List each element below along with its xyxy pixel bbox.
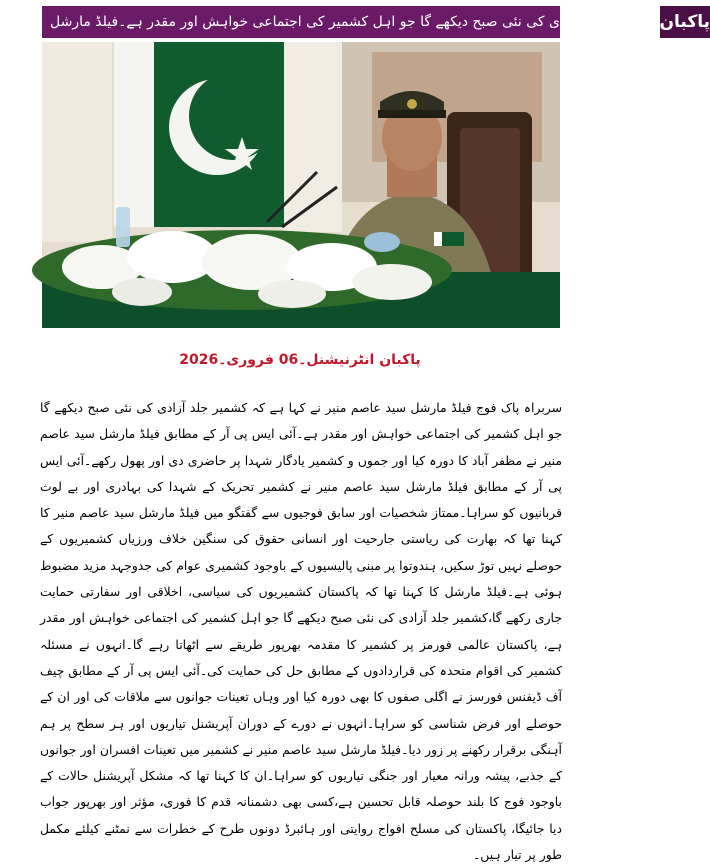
brand-logo: پاکبان	[658, 6, 710, 38]
flower-arrangement	[32, 230, 452, 310]
photo-illustration	[42, 42, 560, 328]
news-photo	[42, 42, 560, 328]
article-body	[40, 395, 562, 868]
dateline: پاکبان انٹرنیشنل۔06 فروری۔2026	[179, 352, 421, 368]
flag-icon	[114, 42, 284, 227]
headline: کشمیر جلد آزادی کی نئی صبح دیکھے گا جو اہل کشمیر کی اجتماعی خواہش اور مقدر ہے۔فیلڈ مارشل	[50, 14, 650, 30]
header-banner	[42, 6, 710, 38]
article-paragraph: سربراہ پاک فوج فیلڈ مارشل سید عاصم منیر نے کہا ہے کہ کشمیر جلد آزادی کی نئی صبح دیکھے گا جو اہل کشمیر کی اجتماعی خواہش اور مقدر ہے۔آئی ایس پی آر کے مطابق فیلڈ مارشل سید عاصم منیر نے مظفر آباد کا دورہ کیا اور جموں و کشمیر یادگار شہدا پر حاضری دی اور پھول رکھے۔آئی ایس پی آر کے مطابق فیلڈ مارشل سید عاصم منیر نے کشمیر تحریک کے شہدا کی بہادری اور بے لوث قربانیوں کو سراہا۔ممتاز شخصیات اور سابق فوجیوں سے گفتگو میں فیلڈ مارشل سید عاصم منیر کا کہنا تھا کہ بھارت کی ریاستی جارحیت اور انسانی حقوق کی سنگین خلاف ورزیاں کشمیریوں کے حوصلے نہیں توڑ سکیں، ہندوتوا پر مبنی پالیسیوں کے باوجود کشمیری عوام کی جدوجہد مزید مضبوط ہوئی ہے۔فیلڈ مارشل کا کہنا تھا کہ پاکستان کشمیریوں کی سیاسی، اخلاقی اور سفارتی حمایت جاری رکھے گا،کشمیر جلد آزادی کی نئی صبح دیکھے گا جو اہل کشمیر کی اجتماعی خواہش اور مقدر ہے، پاکستان عالمی فورمز پر کشمیر کا مقدمہ بھرپور طریقے سے اٹھاتا رہے گا۔انہوں نے مسئلہ کشمیر کی اقوام متحدہ کی قراردادوں کے مطابق حل کی حمایت کی۔آئی ایس پی آر کے مطابق چیف آف ڈیفنس فورسز نے اگلی صفوں کا بھی دورہ کیا اور وہاں تعینات جوانوں سے ملاقات کی اور ان کے حوصلے اور فرض شناسی کو سراہا۔انہوں نے دورے کے دوران آپریشنل تیاریوں اور ہر سطح پر ہم آہنگی برقرار رکھنے پر زور دیا۔فیلڈ مارشل سید عاصم منیر نے کشمیر میں تعینات افسران اور جوانوں کے جذبے، پیشہ ورانہ معیار اور جنگی تیاریوں کو سراہا۔ان کا کہنا تھا کہ مشکل آپریشنل حالات کے باوجود فوج کا بلند حوصلہ قابل تحسین ہے،کسی بھی دشمنانہ قدم کا فوری، مؤثر اور بھرپور جواب دیا جائیگا، پاکستان کی مسلح افواج روایتی اور ہائبرڈ دونوں طرح کے خطرات سے نمٹنے کیلئے مکمل طور پر تیار ہیں۔	[40, 400, 562, 863]
